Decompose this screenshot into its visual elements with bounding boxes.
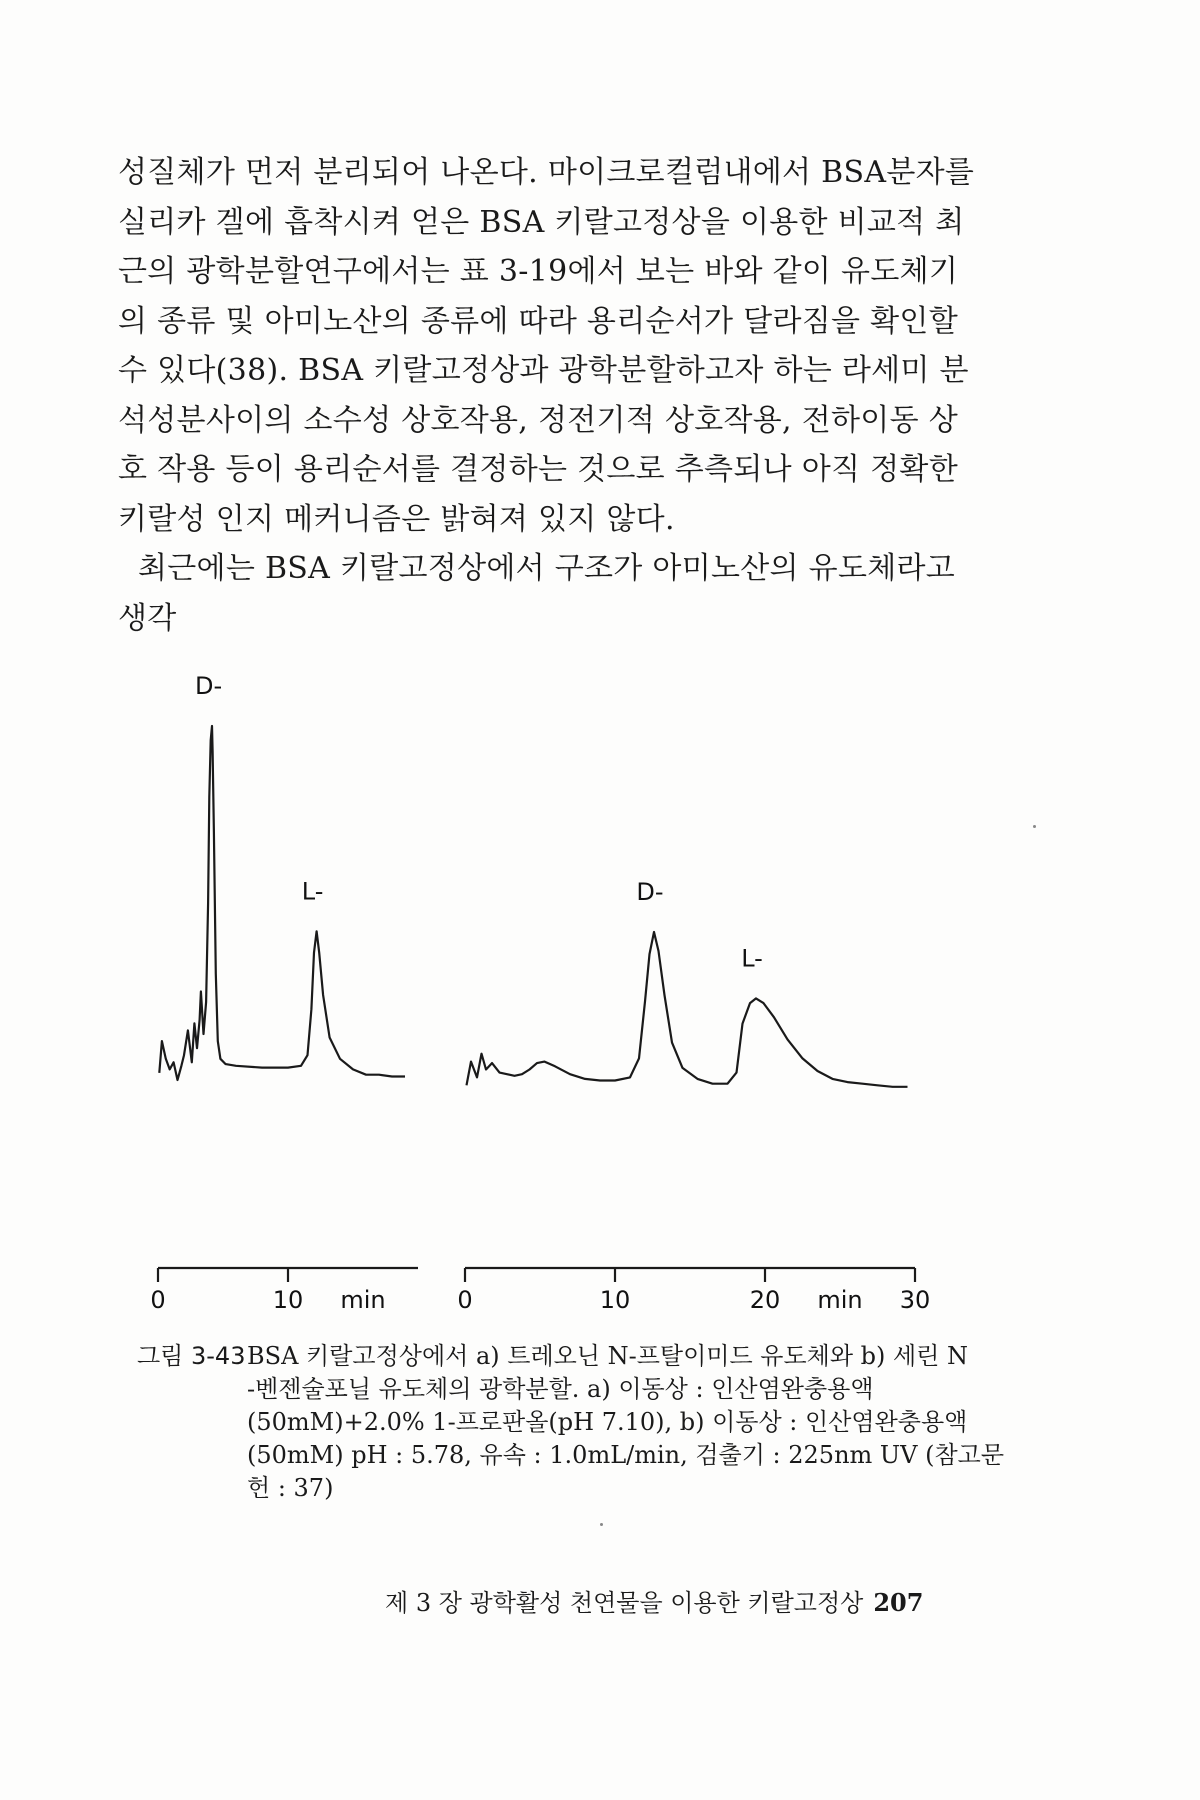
peak-label: D- xyxy=(636,878,664,906)
tick-label: 0 xyxy=(457,1286,473,1310)
caption-body xyxy=(247,1340,1005,1505)
page-footer xyxy=(385,1583,985,1618)
chromatogram-trace-b xyxy=(467,932,908,1087)
chromatogram-figure xyxy=(140,670,940,1310)
tick-label: 10 xyxy=(599,1286,631,1310)
caption-line: BSA 키랄고정상에서 a) 트레오닌 N-프탈이미드 유도체와 b) 세린 N xyxy=(247,1342,968,1370)
running-footer: 제 3 장 광학활성 천연물을 이용한 키랄고정상 xyxy=(385,1589,864,1617)
chromatogram-svg xyxy=(140,670,940,1310)
peak-label: L- xyxy=(741,944,763,973)
page-number: 207 xyxy=(873,1588,924,1617)
tick-label: 0 xyxy=(150,1286,166,1310)
axis-unit-label: min xyxy=(817,1286,863,1310)
caption-line: 헌 : 37) xyxy=(247,1474,334,1502)
body-text xyxy=(118,148,978,643)
tick-label: 30 xyxy=(899,1286,931,1310)
axis-unit-label: min xyxy=(340,1286,386,1310)
chromatogram-trace-a xyxy=(159,726,405,1080)
tick-label: 20 xyxy=(749,1286,781,1310)
caption-label: 그림 3-43 xyxy=(137,1342,246,1370)
paragraph-1: 성질체가 먼저 분리되어 나온다. 마이크로컬럼내에서 BSA분자를 실리카 겔에 흡착시켜 얻은 BSA 키랄고정상을 이용한 비교적 최근의 광학분할연구에서는 표 3-19에서 보는 바와 같이 유도체기의 종류 및 아미노산의 종류에 따라 용리순서가 달라짐을 확인할 수 있다(38). BSA 키랄고정상과 광학분할하고자 하는 라세미 분석성분사이의 소수성 상호작용, 정전기적 상호작용, 전하이동 상호 작용 등이 용리순서를 결정하는 것으로 추측되나 아직 정확한 키랄성 인지 메커니즘은 밝혀져 있지 않다. xyxy=(118,155,975,537)
peak-label: D- xyxy=(195,672,223,700)
peak-label: L- xyxy=(301,877,324,906)
print-speck xyxy=(1033,825,1036,828)
print-speck xyxy=(600,1523,603,1526)
caption-line: -벤젠술포닐 유도체의 광학분할. a) 이동상 : 인산염완충용액 xyxy=(247,1375,874,1403)
tick-label: 10 xyxy=(272,1286,304,1310)
paragraph-2: 최근에는 BSA 키랄고정상에서 구조가 아미노산의 유도체라고 생각 xyxy=(118,551,956,636)
caption-line: (50mM)+2.0% 1-프로판올(pH 7.10), b) 이동상 : 인산염완충용액 xyxy=(247,1408,968,1436)
caption-line: (50mM) pH : 5.78, 유속 : 1.0mL/min, 검출기 : 225nm UV (참고문 xyxy=(247,1441,1005,1469)
